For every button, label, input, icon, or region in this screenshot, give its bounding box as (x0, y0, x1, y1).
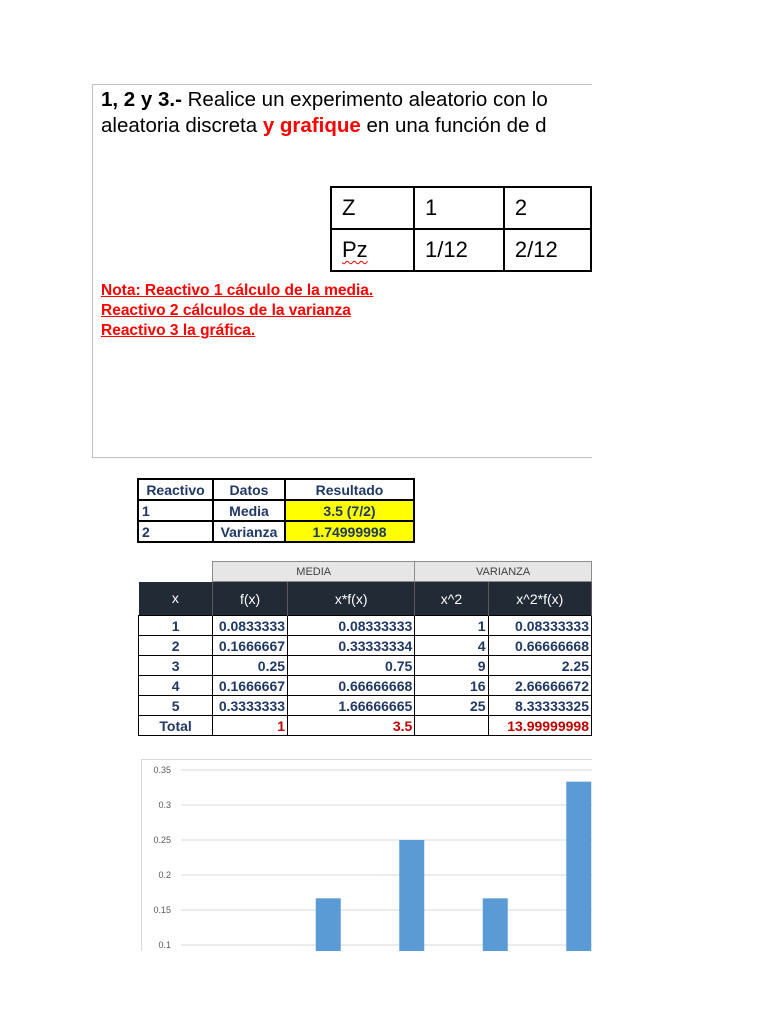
cell-x[interactable]: 3 (139, 656, 213, 676)
resultado-header: Resultado (285, 479, 414, 500)
pz-value-1: 1/12 (414, 229, 504, 271)
group-header-row (139, 562, 592, 582)
reactivo-result[interactable]: 1.74999998 (285, 521, 414, 542)
y-tick-label: 0.35 (153, 765, 171, 775)
y-tick-label: 0.1 (158, 940, 171, 950)
pz-label: Pz (342, 237, 368, 262)
cell-x[interactable]: 5 (139, 696, 213, 716)
reactivo-dato: Media (213, 500, 285, 521)
calculation-table (138, 561, 592, 736)
group-media: MEDIA (213, 562, 415, 582)
total-x2fx[interactable]: 13.99999998 (488, 716, 591, 736)
cell-fx[interactable]: 0.1666667 (213, 676, 288, 696)
cell-x2fx[interactable]: 0.66666668 (488, 636, 591, 656)
y-tick-label: 0.2 (158, 870, 171, 880)
cell-xfx[interactable]: 0.75 (288, 656, 415, 676)
cell-x2[interactable]: 25 (415, 696, 488, 716)
cell-x2fx[interactable]: 2.66666672 (488, 676, 591, 696)
note-line-1: Nota: Reactivo 1 cálculo de la media. (101, 282, 374, 299)
cell-fx[interactable]: 0.25 (213, 656, 288, 676)
cell-fx[interactable]: 0.1666667 (213, 636, 288, 656)
cell-x[interactable]: 4 (139, 676, 213, 696)
total-fx[interactable]: 1 (213, 716, 288, 736)
total-x2[interactable] (415, 716, 488, 736)
reactivo-number: 1 (138, 500, 213, 521)
table-row (139, 696, 592, 716)
cell-x[interactable]: 1 (139, 616, 213, 636)
note-line-2: Reactivo 2 cálculos de la varianza (101, 302, 351, 319)
cell-x2fx[interactable]: 8.33333325 (488, 696, 591, 716)
cell-fx[interactable]: 0.3333333 (213, 696, 288, 716)
cell-xfx[interactable]: 0.33333334 (288, 636, 415, 656)
y-tick-label: 0.15 (153, 905, 171, 915)
cell-xfx[interactable]: 0.08333333 (288, 616, 415, 636)
y-tick-label: 0.3 (158, 800, 171, 810)
heading-line2-red: y grafique (262, 114, 361, 137)
cell-xfx[interactable]: 1.66666665 (288, 696, 415, 716)
cell-xfx[interactable]: 0.66666668 (288, 676, 415, 696)
note-line-3: Reactivo 3 la gráfica. (101, 322, 256, 339)
probability-bar-chart[interactable] (141, 759, 592, 951)
heading-number: 1, 2 y 3.- (101, 88, 182, 111)
bar-3[interactable] (399, 840, 424, 951)
cell-x2fx[interactable]: 0.08333333 (488, 616, 591, 636)
probability-row-pz (331, 229, 591, 271)
reactivo-header-row (138, 479, 414, 500)
cell-x2[interactable]: 1 (415, 616, 488, 636)
cell-x[interactable]: 2 (139, 636, 213, 656)
reactivo-row (138, 521, 414, 542)
total-xfx[interactable]: 3.5 (288, 716, 415, 736)
cell-x2[interactable]: 4 (415, 636, 488, 656)
group-varianza: VARIANZA (415, 562, 592, 582)
col-header-x: x (139, 582, 213, 616)
z-label: Z (331, 187, 414, 229)
reactivo-result[interactable]: 3.5 (7/2) (285, 500, 414, 521)
col-header-xfx: x*f(x) (288, 582, 415, 616)
cell-x2[interactable]: 16 (415, 676, 488, 696)
total-row (139, 716, 592, 736)
cell-x2fx[interactable]: 2.25 (488, 656, 591, 676)
datos-header: Datos (213, 479, 285, 500)
reactivo-table (137, 478, 415, 543)
table-row (139, 676, 592, 696)
heading-line2-end: en una función de d (360, 114, 547, 137)
probability-table (330, 186, 592, 272)
col-header-fx: f(x) (213, 582, 288, 616)
bar-5[interactable] (566, 782, 591, 951)
heading-line2-start: aleatoria discreta (101, 114, 263, 137)
z-value-1: 1 (414, 187, 504, 229)
heading-line1: Realice un experimento aleatorio con lo (181, 88, 548, 111)
z-value-2: 2 (504, 187, 591, 229)
col-header-x2fx: x^2*f(x) (488, 582, 591, 616)
cell-fx[interactable]: 0.0833333 (213, 616, 288, 636)
table-row (139, 636, 592, 656)
y-tick-label: 0.25 (153, 835, 171, 845)
total-label[interactable]: Total (139, 716, 213, 736)
bar-2[interactable] (316, 898, 341, 951)
bar-4[interactable] (483, 898, 508, 951)
pz-value-2: 2/12 (504, 229, 591, 271)
notes (101, 281, 373, 341)
cell-x2[interactable]: 9 (415, 656, 488, 676)
probability-row-z (331, 187, 591, 229)
table-row (139, 616, 592, 636)
reactivo-header: Reactivo (138, 479, 213, 500)
instruction-heading (101, 87, 592, 139)
column-header-row (139, 582, 592, 616)
reactivo-row (138, 500, 414, 521)
reactivo-number: 2 (138, 521, 213, 542)
chart-frame (142, 760, 593, 952)
reactivo-dato: Varianza (213, 521, 285, 542)
col-header-x2: x^2 (415, 582, 488, 616)
table-row (139, 656, 592, 676)
